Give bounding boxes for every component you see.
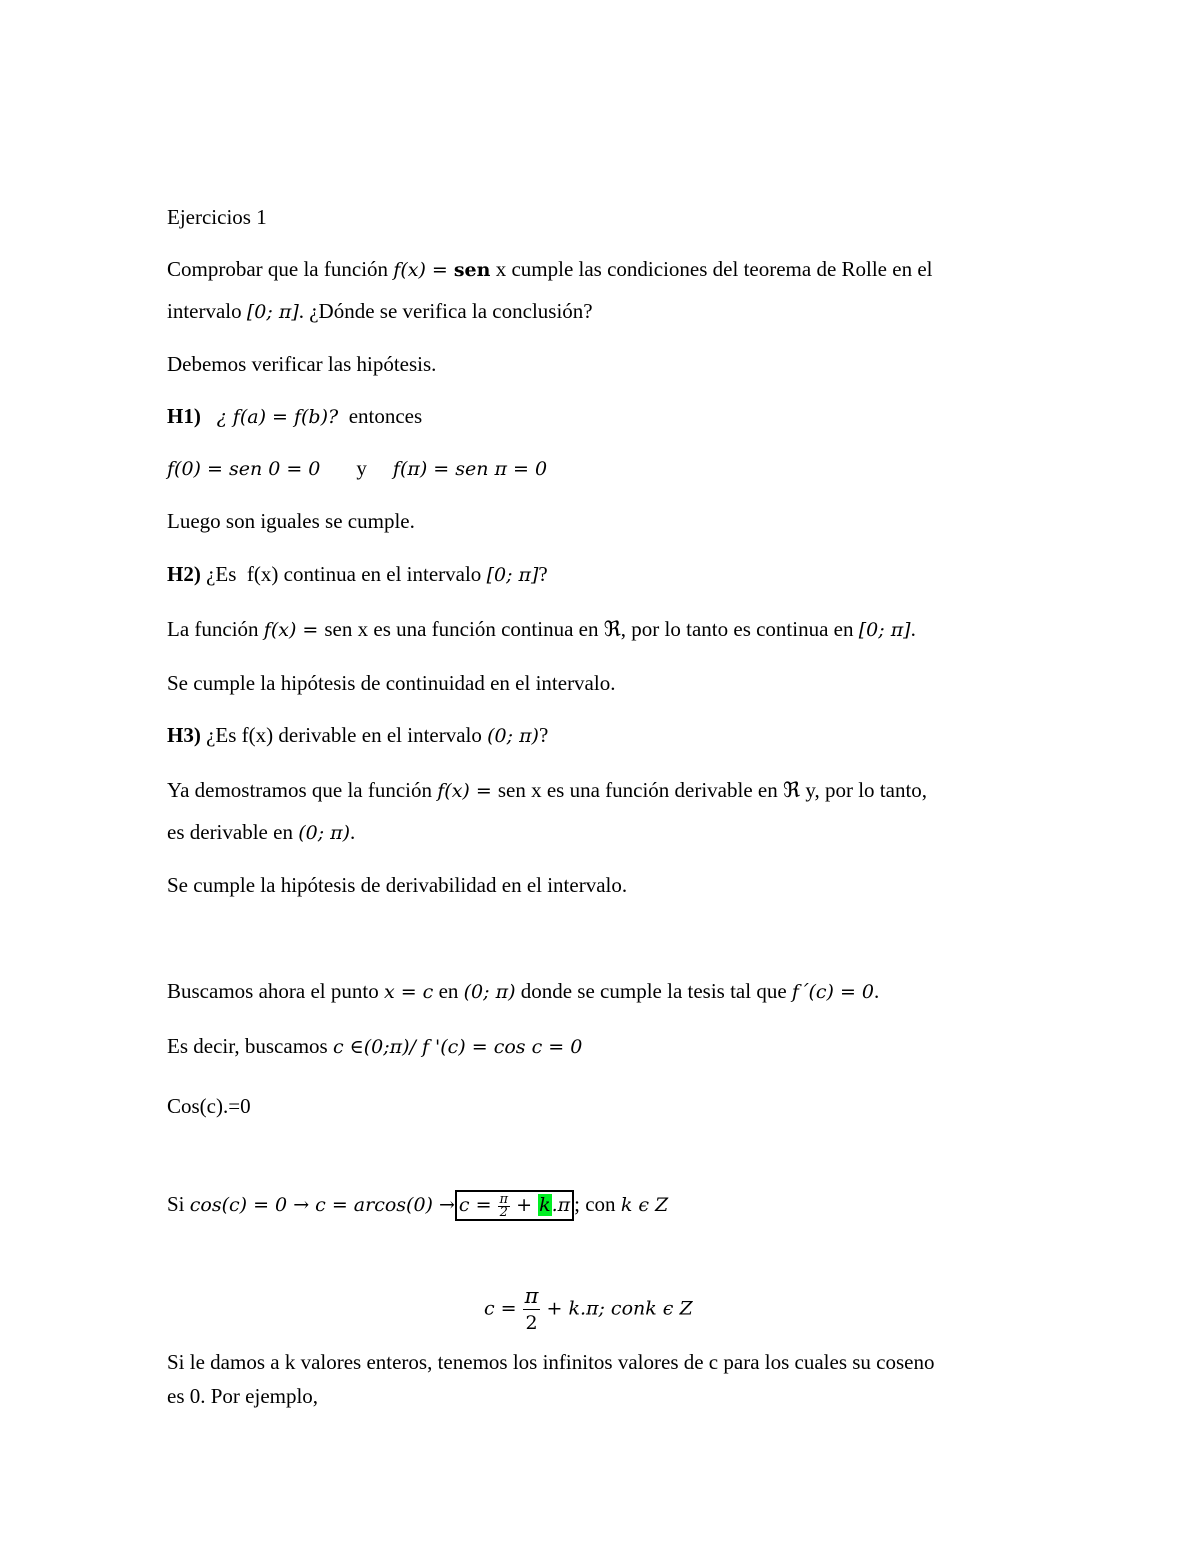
h1-question: ¿ f(a) = f(b)?	[216, 406, 339, 428]
function-expression: f(x) =	[393, 259, 454, 281]
h3-interval-2: (0; π)	[298, 822, 351, 844]
h1-conclusion: Luego son iguales se cumple.	[167, 509, 415, 533]
search-line	[167, 979, 879, 1004]
center-c: c =	[484, 1297, 523, 1320]
sen-bold: sen	[453, 259, 491, 281]
h1-equations	[167, 456, 547, 481]
search-mid: en	[433, 979, 464, 1003]
statement-text-2: cumple las condiciones del teorema de Rolle en el	[506, 257, 933, 281]
search-mid2: donde se cumple la tesis tal que	[515, 979, 792, 1003]
h1-after: entonces	[338, 404, 423, 428]
boxed-solution	[455, 1190, 574, 1221]
final-line-1: Si le damos a k valores enteros, tenemos los infinitos valores de c para los cuales su coseno	[167, 1350, 935, 1374]
search-pre: Buscamos ahora el punto	[167, 979, 384, 1003]
h2-interval: [0; π]	[486, 564, 539, 586]
equation-f0: f(0) = sen 0 = 0	[167, 458, 321, 480]
exercise-title: Ejercicios 1	[167, 205, 267, 229]
final-line-2: es 0. Por ejemplo,	[167, 1384, 319, 1408]
h3-text-pre: Ya demostramos que la función	[167, 778, 438, 802]
statement-question: . ¿Dónde se verifica la conclusión?	[298, 299, 593, 323]
h2-line	[167, 562, 548, 587]
variable-x: x	[490, 257, 507, 281]
h2-question: ¿Es f(x) continua en el intervalo	[200, 562, 487, 586]
center-fraction-den: 2	[525, 1312, 538, 1334]
h3-explanation-2	[167, 820, 355, 845]
statement-line2-pre: intervalo	[167, 299, 247, 323]
centered-equation	[484, 1283, 693, 1336]
h2-text-pre: La función	[167, 617, 264, 641]
search-xc: x = c	[383, 981, 434, 1003]
h3-question: ¿Es f(x) derivable en el intervalo	[200, 723, 488, 747]
h3-line	[167, 723, 548, 748]
boxed-c: c =	[458, 1194, 498, 1216]
center-rest: + k.π; conk ϵ Z	[540, 1297, 693, 1320]
statement-text: Comprobar que la función	[167, 257, 394, 281]
h3-question-mark: ?	[538, 723, 549, 747]
h2-conclusion: Se cumple la hipótesis de continuidad en el intervalo.	[167, 671, 616, 695]
h1-line	[167, 404, 422, 429]
h2-function: f(x) =	[263, 619, 325, 641]
boxed-fraction	[498, 1191, 511, 1220]
boxed-fraction-den: 2	[499, 1204, 508, 1220]
es-decir-formula: c ∈(0;π)/ f '(c) = cos c = 0	[332, 1036, 583, 1058]
h2-explanation	[167, 617, 916, 642]
es-decir-pre: Es decir, buscamos	[167, 1034, 333, 1058]
h2-interval-2: [0; π]	[858, 619, 911, 641]
highlighted-k: k	[539, 1194, 551, 1216]
h3-interval: (0; π)	[487, 725, 539, 747]
h2-text-post: .	[910, 617, 916, 641]
search-interval: (0; π)	[463, 981, 516, 1003]
h3-function: f(x) =	[437, 780, 498, 802]
cos-line: Cos(c).=0	[167, 1094, 251, 1118]
h3-line2-pre: es derivable en	[167, 820, 299, 844]
statement-line-2	[167, 299, 593, 324]
equation-fpi: f(π) = sen π = 0	[392, 458, 548, 480]
conjunction-y: y	[356, 456, 367, 480]
boxed-kpi: .π	[551, 1194, 571, 1216]
interval-closed: [0; π]	[246, 301, 299, 323]
h1-label: H1)	[167, 404, 201, 428]
search-derivative: f´(c) = 0	[791, 981, 875, 1003]
h3-label: H3)	[167, 723, 201, 747]
boxed-plus: +	[510, 1194, 539, 1216]
h2-label: H2)	[167, 562, 201, 586]
h3-line2-post: .	[350, 820, 356, 844]
si-kz: k ϵ Z	[620, 1194, 669, 1216]
si-semicolon: ;	[574, 1192, 580, 1216]
verify-line: Debemos verificar las hipótesis.	[167, 352, 437, 376]
center-fraction	[523, 1283, 541, 1336]
h3-text-post: sen x es una función derivable en ℜ y, por lo tanto,	[497, 778, 928, 802]
si-equation: cos(c) = 0 → c = arcos(0) →	[189, 1194, 455, 1216]
h3-explanation-1	[167, 778, 927, 803]
h3-conclusion: Se cumple la hipótesis de derivabilidad en el intervalo.	[167, 873, 628, 897]
h2-question-mark: ?	[538, 562, 548, 586]
es-decir-line	[167, 1034, 582, 1059]
boxed-fraction-num: π	[499, 1191, 509, 1207]
statement-line-1	[167, 257, 932, 282]
center-fraction-num: π	[524, 1284, 539, 1308]
si-line	[167, 1190, 668, 1221]
si-pre: Si	[167, 1192, 190, 1216]
h2-text-mid: sen x es una función continua en ℜ, por lo tanto es continua en	[324, 617, 859, 641]
si-con: con	[579, 1192, 621, 1216]
search-post: .	[874, 979, 880, 1003]
